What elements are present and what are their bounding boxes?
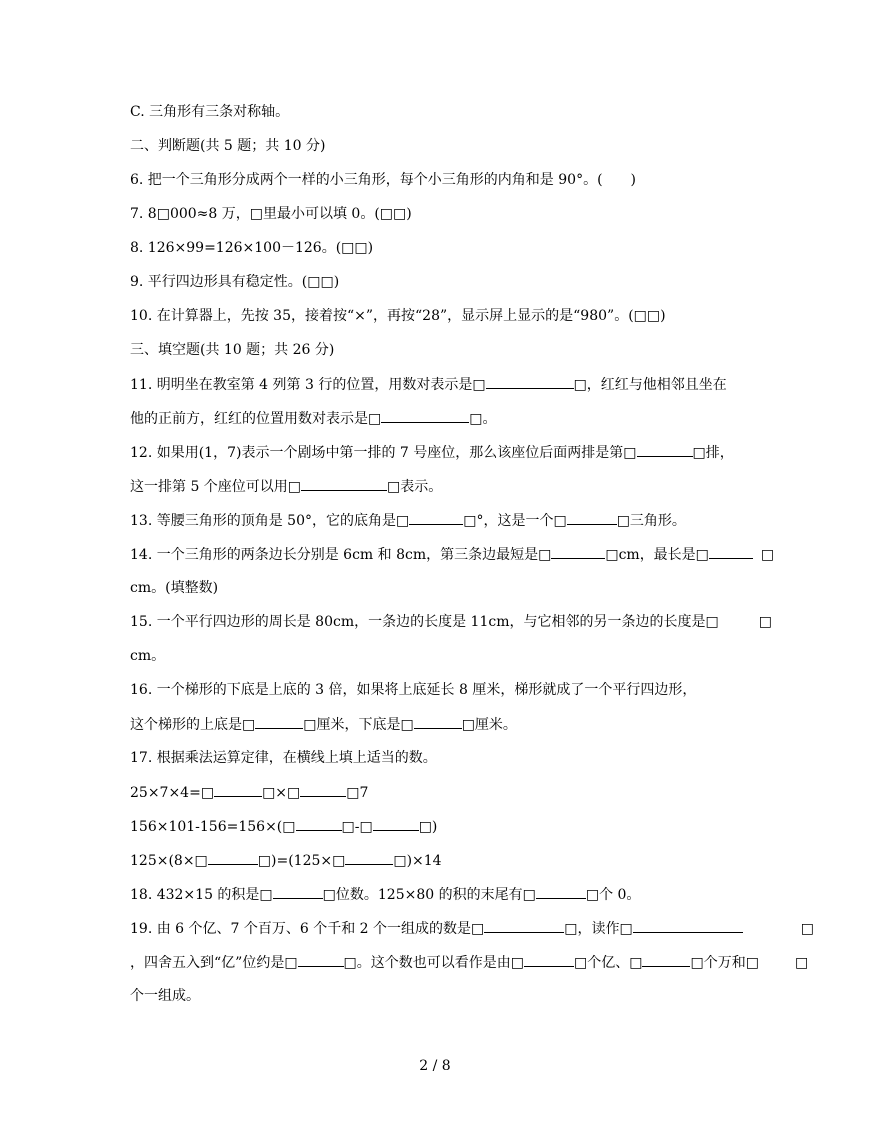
question-12-line-2: 这一排第 5 个座位可以用□ □表示。 [130,479,443,495]
answer-blank[interactable] [567,511,617,525]
answer-blank[interactable] [536,885,586,899]
answer-blank[interactable] [484,919,564,933]
question-17: 17. 根据乘法运算定律，在横线上填上适当的数。 [130,750,437,766]
question-19-line-2: ，四舍五入到“亿”位约是□ □。这个数也可以看作是由□ □个亿、□ □个万和□ □ [130,955,809,971]
answer-blank[interactable] [709,545,753,559]
answer-blank[interactable] [298,953,344,967]
answer-blank[interactable] [345,851,393,865]
question-17-a: 25×7×4=□ □×□ □7 [130,785,369,801]
question-15-line-2: cm。 [130,648,166,664]
answer-blank[interactable] [642,953,690,967]
question-16-line-1: 16. 一个梯形的下底是上底的 3 倍，如果将上底延长 8 厘米，梯形就成了一个平行四边形， [130,682,697,698]
answer-blank[interactable] [373,817,419,831]
question-8: 8. 126×99=126×100－126。(□□) [130,240,374,256]
question-17-b: 156×101-156=156×(□ □-□ □) [130,819,438,835]
answer-blank[interactable] [409,511,463,525]
answer-blank[interactable] [551,545,605,559]
answer-blank[interactable] [486,375,574,389]
answer-blank[interactable] [301,477,387,491]
question-19-line-3: 个一组成。 [130,988,200,1004]
question-14-line-1: 14. 一个三角形的两条边长分别是 6cm 和 8cm，第三条边最短是□ □cm，最长是□ □ [130,547,775,563]
answer-blank[interactable] [300,783,346,797]
question-14-line-2: cm。(填整数) [130,580,219,596]
question-18: 18. 432×15 的积是□ □位数。125×80 的积的末尾有□ □个 0。 [130,887,641,903]
question-7: 7. 8□000≈8 万，□里最小可以填 0。(□□) [130,206,412,222]
section-3-title: 三、填空题(共 10 题；共 26 分) [130,342,335,358]
line-c [130,103,289,121]
question-11-line-2: 他的正前方，红红的位置用数对表示是□ □。 [130,411,497,427]
question-6: 6. 把一个三角形分成两个一样的小三角形，每个小三角形的内角和是 90°。( ) [130,172,636,188]
answer-blank[interactable] [208,851,258,865]
answer-blank[interactable] [296,817,342,831]
question-9: 9. 平行四边形具有稳定性。(□□) [130,274,340,290]
answer-blank[interactable] [414,715,462,729]
question-12-line-1: 12. 如果用(1，7)表示一个剧场中第一排的 7 号座位，那么该座位后面两排是第□ □排， [130,445,734,461]
section-2-title: 二、判断题(共 5 题；共 10 分) [130,138,326,154]
question-16-line-2: 这个梯形的上底是□ □厘米，下底是□ □厘米。 [130,717,517,733]
option-c-text: C. 三角形有三条对称轴。 [130,104,290,120]
answer-blank[interactable] [214,783,262,797]
answer-blank[interactable] [273,885,323,899]
question-15-line-1: 15. 一个平行四边形的周长是 80cm，一条边的长度是 11cm，与它相邻的另一条边的长度是□ □ [130,614,772,630]
question-11-line-1: 11. 明明坐在教室第 4 列第 3 行的位置，用数对表示是□ □，红红与他相邻且坐在 [130,377,727,393]
answer-blank[interactable] [637,443,693,457]
answer-blank[interactable] [255,715,303,729]
question-13: 13. 等腰三角形的顶角是 50°，它的底角是□ □°，这是一个□ □三角形。 [130,513,686,529]
question-17-c: 125×(8×□ □)=(125×□ □)×14 [130,853,442,869]
answer-blank[interactable] [633,919,743,933]
answer-blank[interactable] [524,953,574,967]
page-number: 2 / 8 [419,1058,451,1074]
answer-blank[interactable] [381,409,469,423]
question-19-line-1: 19. 由 6 个亿、7 个百万、6 个千和 2 个一组成的数是□ □，读作□ □ [130,921,814,937]
question-10: 10. 在计算器上，先按 35，接着按“×”，再按“28”，显示屏上显示的是“980”。(□□) [130,308,666,324]
